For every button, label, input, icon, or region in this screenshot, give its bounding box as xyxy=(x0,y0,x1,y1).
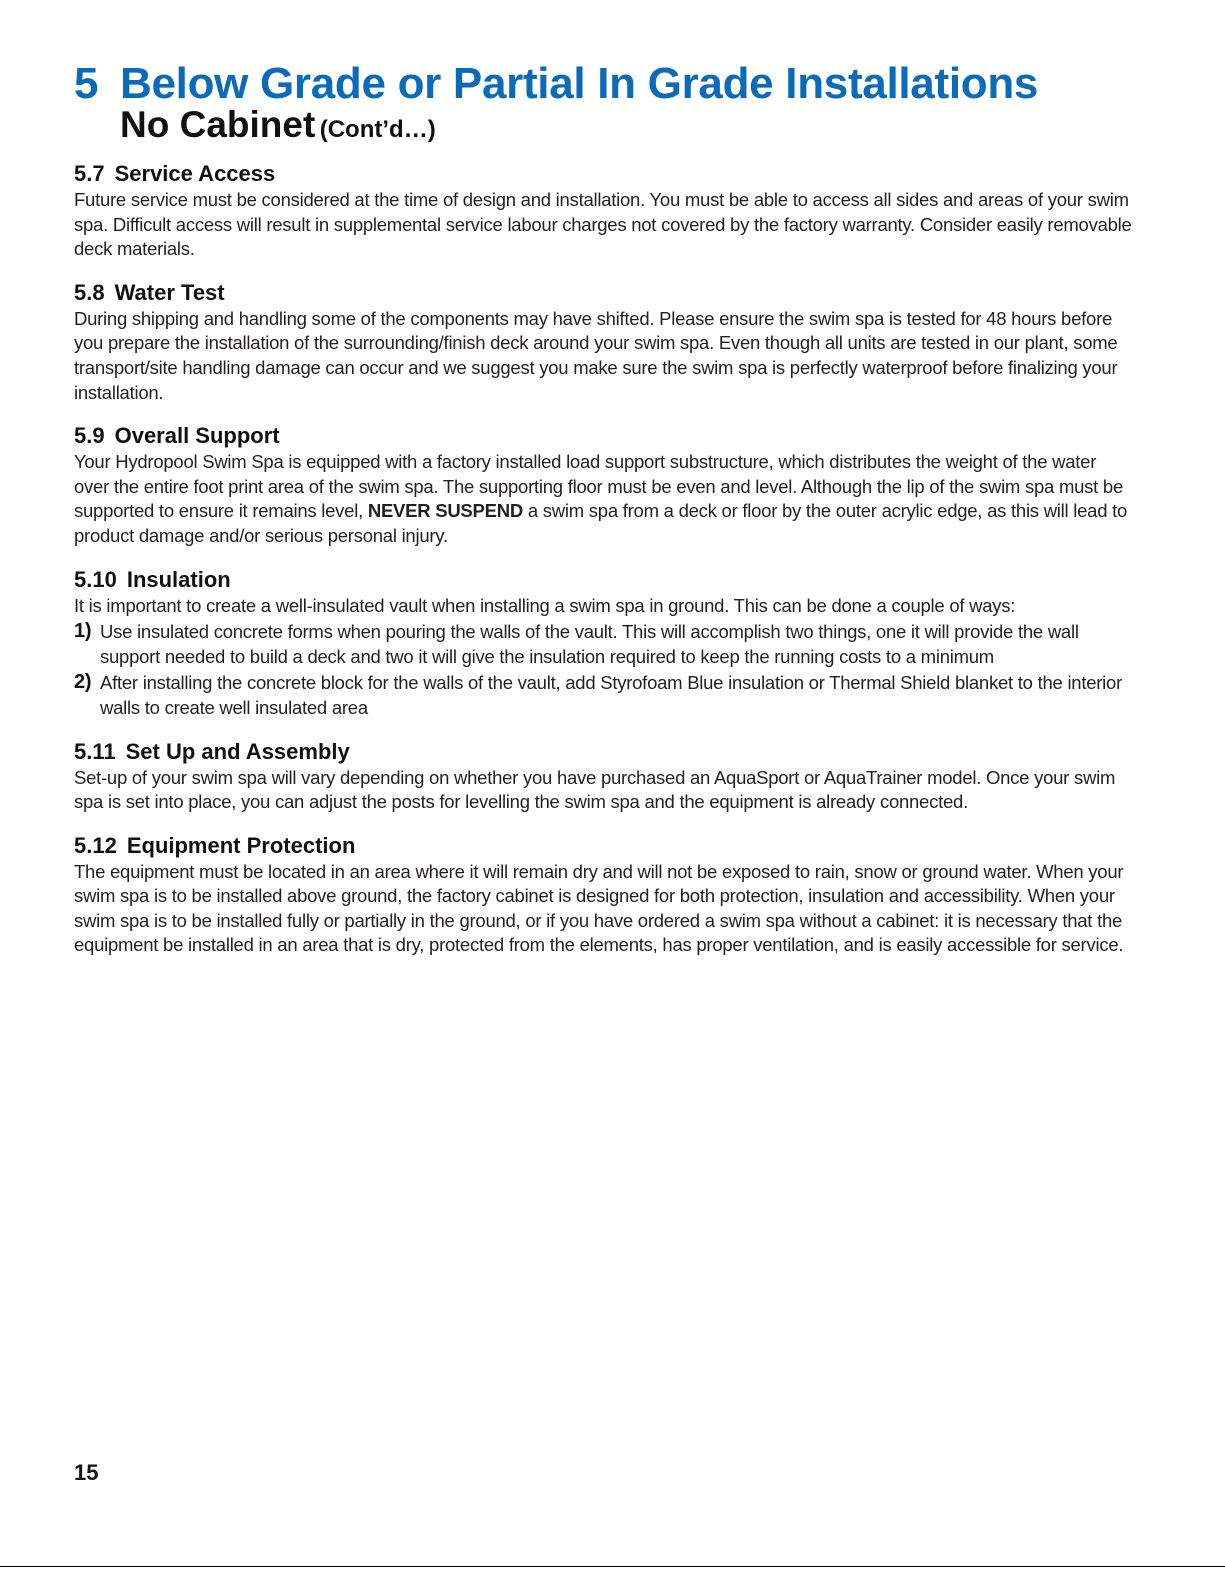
bottom-divider xyxy=(0,1566,1225,1567)
section-service-access xyxy=(74,160,1134,262)
list-marker: 1) xyxy=(74,620,92,643)
section-title: Overall Support xyxy=(114,423,280,449)
section-set-up-assembly xyxy=(74,738,1134,815)
section-water-test xyxy=(74,279,1134,405)
section-equipment-protection xyxy=(74,832,1134,958)
section-heading xyxy=(74,738,1134,766)
chapter-title: Below Grade or Partial In Grade Installations xyxy=(120,59,1039,108)
warning-emphasis: NEVER SUSPEND xyxy=(367,500,523,522)
list-item-text: After installing the concrete block for the walls of the vault, add Styrofoam Blue insulation or Thermal Shield blanket to the interior walls to create well insulated area xyxy=(100,672,1122,718)
subtitle-main: No Cabinet xyxy=(120,104,316,145)
section-title: Service Access xyxy=(114,161,276,186)
section-heading xyxy=(74,832,1134,860)
chapter-number: 5 xyxy=(74,59,99,108)
subtitle-continued: (Cont’d…) xyxy=(319,116,436,143)
list-item-text: Use insulated concrete forms when pouring the walls of the vault. This will accomplish two things, one it will provide the wall support needed to build a deck and two it will give the insulation required to keep the running costs to a minimum xyxy=(100,621,1079,667)
section-heading xyxy=(74,160,1134,188)
section-title: Equipment Protection xyxy=(126,832,356,858)
page-content xyxy=(74,59,1134,958)
chapter-heading xyxy=(74,59,1134,108)
section-title: Water Test xyxy=(114,279,225,305)
chapter-subtitle xyxy=(120,106,1134,143)
section-body: The equipment must be located in an area where it will remain dry and will not be exposed to rain, snow or ground water. When your swim spa is to be installed above ground, the factory cabinet is designed for both protection, insulation and accessibility. When your swim spa is to be installed fully or partially in the ground, or if you have ordered a swim spa without a cabinet: it is necessary that the equipment be installed in an area that is dry, protected from the elements, has proper ventilation, and is easily accessible for service. xyxy=(74,860,1124,956)
list-item xyxy=(74,620,1134,669)
section-number: 5.9 xyxy=(74,423,105,449)
section-title: Insulation xyxy=(126,566,231,592)
section-body: Future service must be considered at the time of design and installation. You must be able to access all sides and areas of your swim spa. Difficult access will result in supplemental service labour charges not covered by the factory warranty. Consider easily removable deck materials. xyxy=(74,189,1132,260)
section-number: 5.7 xyxy=(74,161,105,186)
section-heading xyxy=(74,422,1134,450)
section-number: 5.10 xyxy=(74,566,117,592)
section-body: During shipping and handling some of the components may have shifted. Please ensure the swim spa is tested for 48 hours before you prepare the installation of the surrounding/finish deck around your swim spa. Even though all units are tested in our plant, some transport/site handling damage can occur and we suggest you make sure the swim spa is perfectly waterproof before finalizing your installation. xyxy=(74,307,1118,403)
body-text-before: Your Hydropool Swim Spa is equipped with a factory installed load support substructure, which distributes the weight of the water over the entire foot print area of the swim spa. The supporting floor must be even and level. Although the lip of the swim spa must be supported to ensure it remains level, xyxy=(74,451,1124,522)
list-item xyxy=(74,671,1134,720)
section-body xyxy=(74,450,1134,548)
section-insulation xyxy=(74,566,1134,721)
section-title: Set Up and Assembly xyxy=(125,738,350,764)
section-number: 5.11 xyxy=(74,738,116,764)
body-text-after: a swim spa from a deck or floor by the outer acrylic edge, as this will lead to product damage and/or serious personal injury. xyxy=(74,500,1128,546)
page-number: 15 xyxy=(74,1460,99,1485)
section-number: 5.8 xyxy=(74,279,105,305)
list-marker: 2) xyxy=(74,671,92,694)
section-heading xyxy=(74,279,1134,307)
section-overall-support xyxy=(74,422,1134,548)
section-number: 5.12 xyxy=(74,832,117,858)
section-heading xyxy=(74,566,1134,594)
section-body: It is important to create a well-insulated vault when installing a swim spa in ground. This can be done a couple of ways: xyxy=(74,594,1016,616)
section-body: Set-up of your swim spa will vary depending on whether you have purchased an AquaSport or AquaTrainer model. Once your swim spa is set into place, you can adjust the posts for levelling the swim spa and the equipment is already connected. xyxy=(74,766,1116,813)
